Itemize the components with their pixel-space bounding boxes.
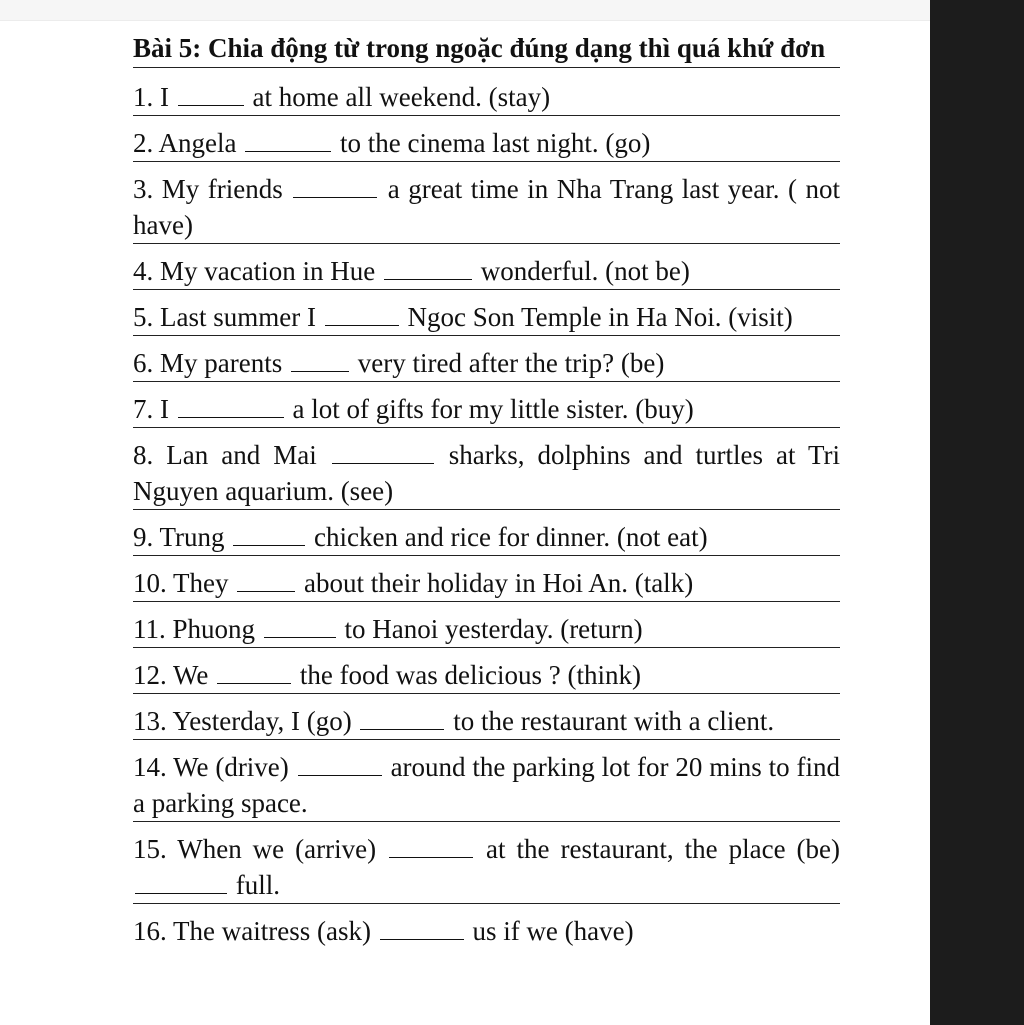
viewer-top-strip (0, 0, 930, 21)
item-prefix: 11. Phuong (133, 614, 256, 644)
item-prefix: 1. I (133, 82, 169, 112)
answer-blank[interactable] (325, 299, 399, 326)
item-suffix: to the cinema last night. (go) (339, 128, 651, 158)
answer-blank[interactable] (233, 519, 305, 546)
exercise-title: Bài 5: Chia động từ trong ngoặc đúng dạng thì quá khứ đơn (133, 30, 840, 68)
exercise-content (133, 30, 840, 949)
item-suffix: Ngoc Son Temple in Ha Noi. (visit) (407, 302, 793, 332)
item-prefix: 7. I (133, 394, 169, 424)
item-suffix: to Hanoi yesterday. (return) (344, 614, 643, 644)
item-prefix: 3. My friends (133, 174, 283, 204)
item-suffix: the food was delicious ? (think) (299, 660, 641, 690)
item-suffix: about their holiday in Hoi An. (talk) (304, 568, 694, 598)
item-prefix: 16. The waitress (ask) (133, 916, 371, 946)
answer-blank[interactable] (178, 79, 244, 106)
item-prefix: 14. We (drive) (133, 752, 289, 782)
item-suffix-2: full. (235, 870, 280, 900)
item-prefix: 12. We (133, 660, 209, 690)
exercise-item (133, 336, 840, 382)
exercise-item (133, 116, 840, 162)
answer-blank[interactable] (245, 125, 331, 152)
item-prefix: 6. My parents (133, 348, 283, 378)
exercise-item (133, 428, 840, 510)
exercise-item (133, 162, 840, 244)
item-suffix: at the restaurant, the place (be) (486, 834, 840, 864)
exercise-item (133, 70, 840, 116)
item-prefix: 10. They (133, 568, 229, 598)
item-suffix: around the parking lot for 20 mins to find a parking space. (133, 752, 841, 818)
item-prefix: 15. When we (arrive) (133, 834, 377, 864)
exercise-items (133, 70, 840, 949)
answer-blank[interactable] (360, 703, 444, 730)
item-suffix: wonderful. (not be) (480, 256, 690, 286)
item-suffix: chicken and rice for dinner. (not eat) (314, 522, 708, 552)
answer-blank[interactable] (298, 749, 382, 776)
exercise-item (133, 648, 840, 694)
answer-blank[interactable] (264, 611, 336, 638)
item-prefix: 4. My vacation in Hue (133, 256, 376, 286)
item-suffix: a lot of gifts for my little sister. (buy) (292, 394, 694, 424)
exercise-item (133, 382, 840, 428)
item-suffix: us if we (have) (472, 916, 634, 946)
answer-blank[interactable] (389, 831, 473, 858)
dark-side-panel (930, 0, 1024, 1025)
item-suffix: to the restaurant with a client. (453, 706, 775, 736)
exercise-item (133, 694, 840, 740)
answer-blank[interactable] (217, 657, 291, 684)
answer-blank[interactable] (178, 391, 284, 418)
answer-blank[interactable] (384, 253, 472, 280)
exercise-item (133, 904, 840, 949)
item-prefix: 13. Yesterday, I (go) (133, 706, 352, 736)
answer-blank[interactable] (293, 171, 377, 198)
exercise-item (133, 510, 840, 556)
item-prefix: 8. Lan and Mai (133, 440, 317, 470)
item-prefix: 2. Angela (133, 128, 237, 158)
answer-blank[interactable] (135, 867, 227, 894)
exercise-item (133, 822, 840, 904)
item-suffix: sharks, dolphins and turtles at Tri Nguyen aquarium. (see) (133, 440, 841, 506)
item-prefix: 9. Trung (133, 522, 225, 552)
item-suffix: very tired after the trip? (be) (357, 348, 665, 378)
answer-blank[interactable] (332, 437, 434, 464)
exercise-item (133, 740, 840, 822)
item-suffix: at home all weekend. (stay) (252, 82, 551, 112)
item-prefix: 5. Last summer I (133, 302, 316, 332)
exercise-item (133, 556, 840, 602)
exercise-item (133, 602, 840, 648)
answer-blank[interactable] (237, 565, 295, 592)
exercise-item (133, 290, 840, 336)
item-suffix: a great time in Nha Trang last year. ( not have) (133, 174, 841, 240)
exercise-item (133, 244, 840, 290)
answer-blank[interactable] (291, 345, 349, 372)
answer-blank[interactable] (380, 913, 464, 940)
